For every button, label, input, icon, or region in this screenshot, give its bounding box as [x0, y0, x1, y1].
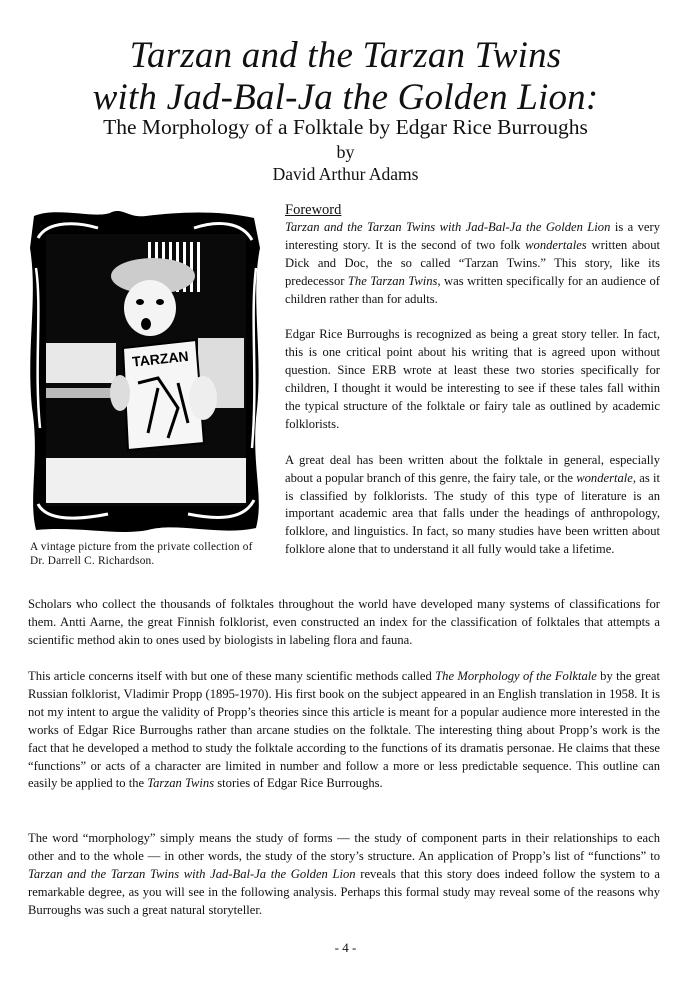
body-paragraph-morphology [28, 830, 660, 920]
body-paragraph-propp [28, 668, 660, 793]
text-run: written about Dick and Doc, the so called “Tarzan Twins.” This story, like its predecessor [285, 237, 660, 288]
byline-by: by [336, 142, 355, 162]
svg-text:TARZAN: TARZAN [131, 347, 190, 370]
text-run: This article concerns itself with but one of these many scientific methods called [28, 669, 436, 683]
foreword-paragraph-3 [285, 452, 660, 559]
italic-book-title: Tarzan and the Tarzan Twins with Jad-Bal-Ja the Golden Lion [28, 866, 356, 881]
foreword-heading: Foreword [285, 202, 342, 218]
figure-caption: A vintage picture from the private collection of Dr. Darrell C. Richardson. [30, 541, 253, 567]
boy-reading-tarzan-photo-icon [28, 208, 264, 534]
text-run: A great deal has been written about the folktale in general, especially about a popular branch of this genre, the fairy tale, or the [285, 452, 660, 485]
text-run: stories of Edgar Rice Burroughs. [214, 776, 383, 791]
body-paragraph-scholars [28, 596, 660, 650]
vintage-photo-figure [28, 208, 264, 534]
article-subtitle: The Morphology of a Folktale by Edgar Rice Burroughs [103, 115, 588, 139]
foreword-column [285, 201, 660, 577]
text-run: , was written specifically for an audience of children rather than for adults. [285, 273, 660, 306]
article-title-line-1: Tarzan and the Tarzan Twins [129, 35, 562, 76]
text-run: The word “morphology” simply means the study of forms — the study of component parts in their relationships to each other and to the whole — in other words, the study of the story’s structure. An application of Propp’s list of “functions” to [28, 831, 660, 863]
foreword-paragraph-1 [285, 219, 660, 309]
text-run: is a very interesting story. It is the second of two folk [285, 220, 660, 252]
paragraph-text: Scholars who collect the thousands of folktales throughout the world have developed many systems of classifications for them. Antti Aarne, the great Finnish folklorist, even constructed an index for the classification of folktales that attempts a scientific method akin to ones used by biologists in labeling flora and fauna. [28, 597, 660, 647]
italic-term: wondertales [525, 237, 587, 252]
foreword-paragraph-2: Edgar Rice Burroughs is recognized as being a great story teller. In fact, this is one critical point about his writing that is agreed upon without question. Since ERB wrote at least these two stories specifically for children, I thought it would be interesting to see if these tales fall within the typical structure of the folktale or fairy tale as outlined by academic folklorists. [285, 327, 660, 431]
italic-term: wondertale [576, 470, 633, 485]
author-name: David Arthur Adams [272, 164, 419, 184]
text-run: by the great Russian folklorist, Vladimir Propp (1895-1970). His first book on the subject appeared in an English translation in 1958. It is not my intent to argue the validity of Propp’s theories since this article is meant for a popular audience more interested in the works of Edgar Rice Burroughs rather than arcane studies on the folktale. The interesting thing about Propp’s work is the fact that he developed a method to study the folktale according to the functions of its dramatis personae. He claims that these “functions” or acts of a character are limited in number and follow a more or less predictable sequence. This outline can easily be applied to the [28, 669, 661, 791]
text-run: reveals that this story does indeed follow the system to a remarkable degree, as you will see in the following analysis. Perhaps this formal study may reveal some of the reasons why Burroughs was such a great natural storyteller. [28, 866, 660, 917]
paragraph-text [28, 830, 660, 920]
italic-book-title: The Tarzan Twins [347, 273, 438, 288]
italic-book-title: Tarzan and the Tarzan Twins with Jad-Bal-Ja the Golden Lion [285, 220, 611, 234]
paragraph-text [28, 668, 660, 793]
italic-book-title: Tarzan Twins [147, 776, 215, 791]
italic-book-title: The Morphology of the Folktale [435, 669, 597, 683]
article-title-line-2: with Jad-Bal-Ja the Golden Lion: [92, 77, 599, 118]
text-run: , as it is classified by folklorists. The study of this type of literature is an important academic area that falls under the headings of anthropology, folklore, and linguistics. In fact, so many studies have been written about folklore alone that to understand it all fully would take a lifetime. [285, 470, 661, 557]
page-number: - 4 - [334, 940, 357, 955]
